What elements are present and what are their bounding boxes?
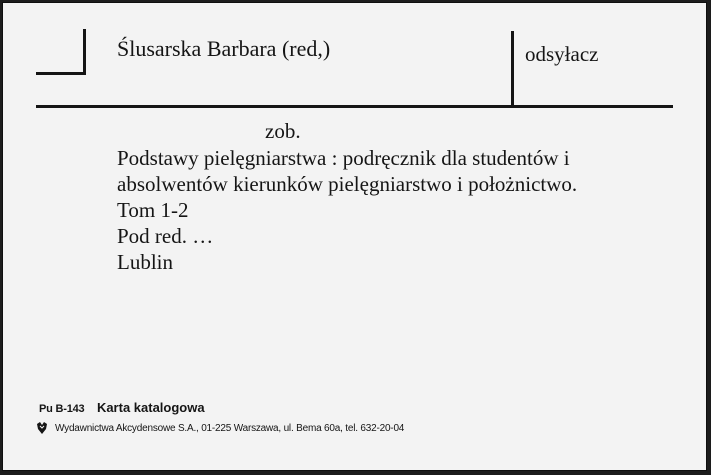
reference-type-label: odsyłacz: [525, 42, 599, 66]
catalog-card: [2, 2, 707, 471]
body-line-editor: Pod red. …: [117, 224, 214, 248]
publisher-logo-icon: [35, 421, 49, 435]
body-line-volume: Tom 1-2: [117, 198, 189, 222]
corner-mark-horizontal: [36, 72, 86, 75]
footer-card-info: [39, 399, 205, 417]
header-rule: [36, 105, 673, 108]
card-name: Karta katalogowa: [96, 400, 205, 415]
corner-mark-vertical: [83, 29, 86, 75]
footer-publisher: [35, 421, 404, 435]
body-line-place: Lublin: [117, 250, 173, 274]
header-divider: [511, 31, 514, 108]
card-heading: Ślusarska Barbara (red,): [117, 36, 331, 61]
publisher-info: Wydawnictwa Akcydensowe S.A., 01-225 Warszawa, ul. Bema 60a, tel. 632-20-04: [55, 422, 405, 434]
card-body: [117, 145, 677, 275]
body-line-title-cont: absolwentów kierunków pielęgniarstwo i położnictwo.: [117, 172, 578, 196]
form-code: Pu B-143: [39, 403, 85, 415]
body-line-title: Podstawy pielęgniarstwa : podręcznik dla studentów i: [117, 146, 570, 170]
see-label: zob.: [265, 119, 301, 143]
